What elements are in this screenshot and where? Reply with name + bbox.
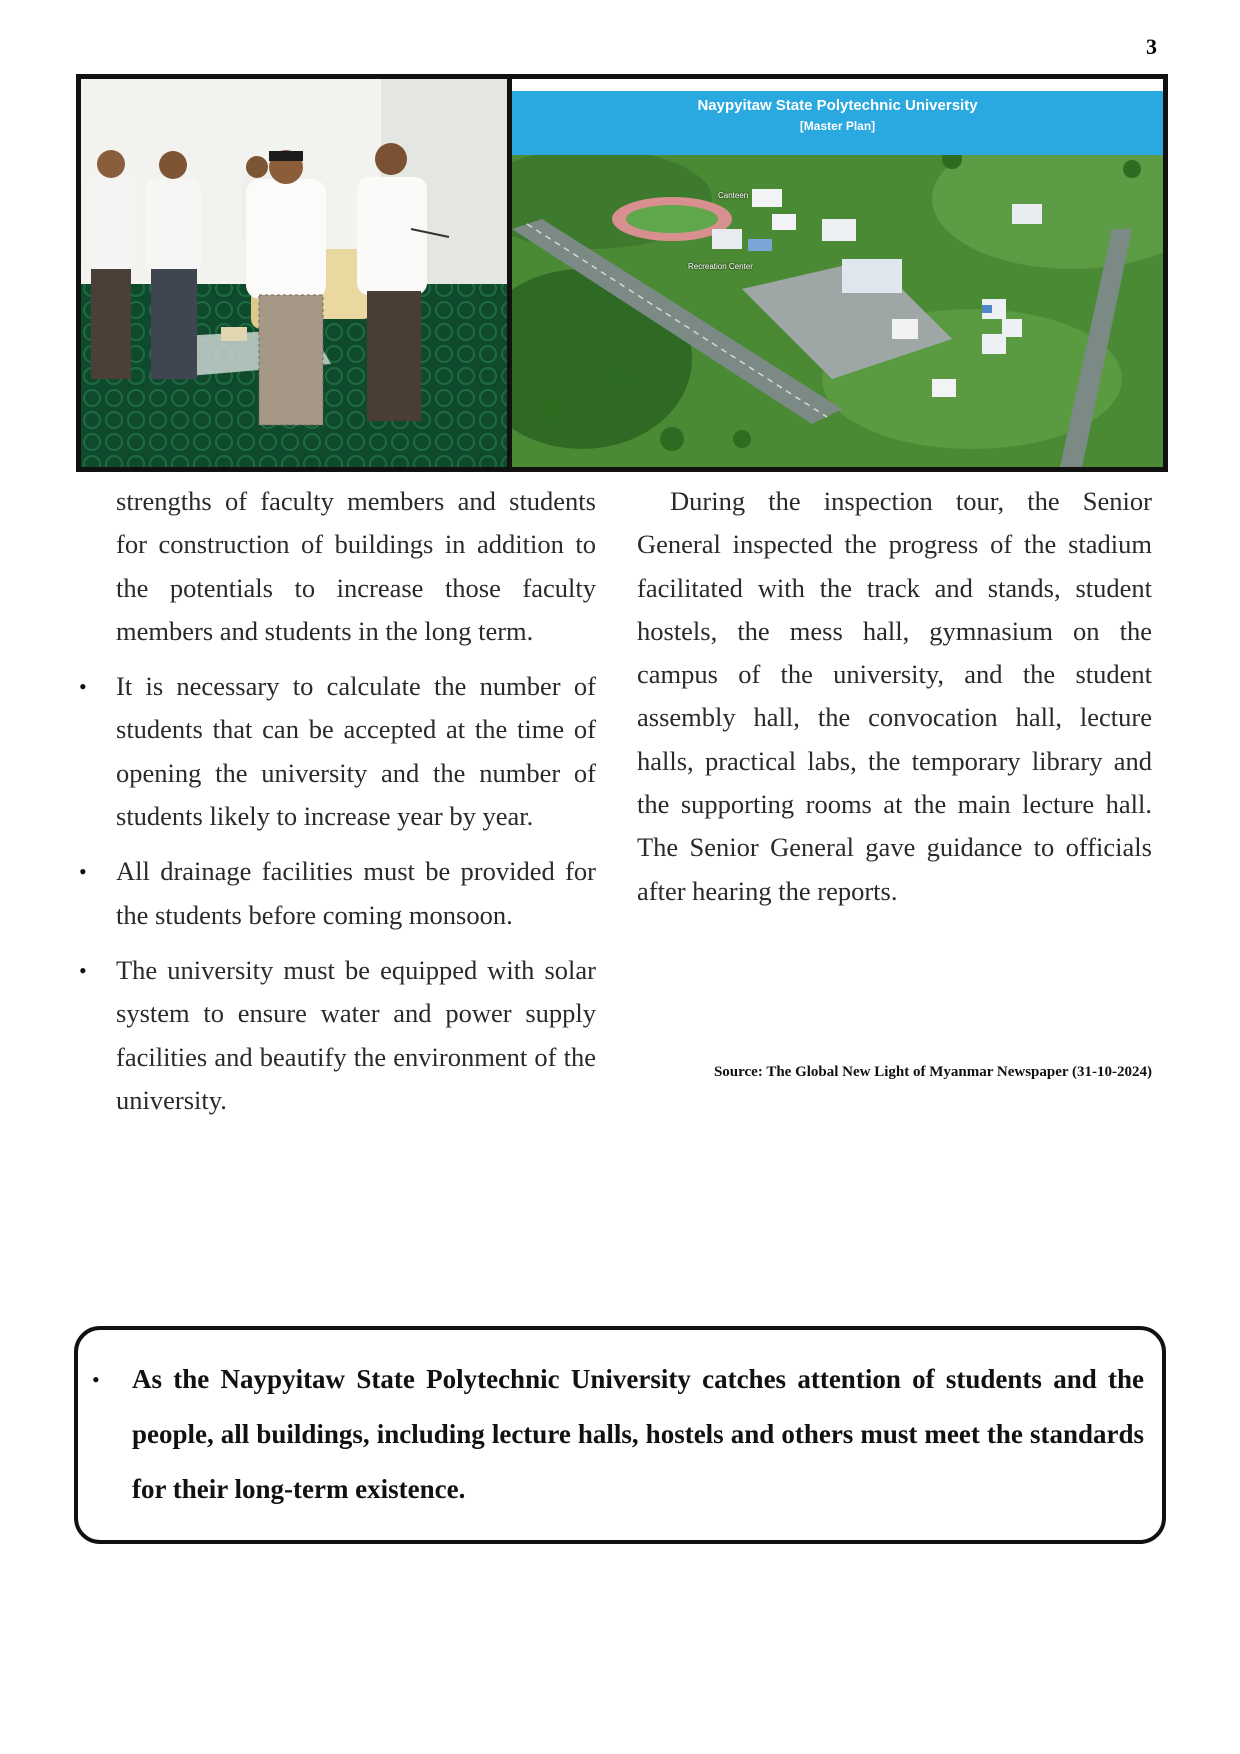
bullet-glyph: • — [92, 1367, 100, 1392]
highlight-box — [74, 1326, 1166, 1544]
continuation-paragraph: strengths of faculty members and students for construction of buildings in addition to the potentials to increase those faculty members and students in the long term. — [116, 486, 596, 646]
right-column — [637, 480, 1152, 913]
photo-band — [76, 74, 1168, 472]
master-plan-image — [512, 79, 1163, 467]
inspection-paragraph: During the inspection tour, the Senior General inspected the progress of the stadium facilitated with the track and stands, student hostels, the mess hall, gymnasium on the campus of the university, and the student assembly hall, the convocation hall, lecture halls, practical labs, the temporary library and the supporting rooms at the main lecture hall. The Senior General gave guidance to officials after hearing the reports. — [637, 486, 1152, 906]
bullet-item — [79, 850, 596, 937]
bullet-text: The university must be equipped with solar system to ensure water and power supply facilities and beautify the environment of the university. — [116, 954, 596, 1115]
source-citation: Source: The Global New Light of Myanmar Newspaper (31-10-2024) — [713, 1064, 1152, 1080]
highlight-text: As the Naypyitaw State Polytechnic University catches attention of students and the people, all buildings, including lecture halls, hostels and others must meet the standards for their long-term existence. — [132, 1364, 1144, 1504]
map-title: Naypyitaw State Polytechnic University — [697, 97, 978, 114]
map-label-recreation: Recreation Center — [688, 262, 753, 271]
bullet-text: It is necessary to calculate the number of students that can be accepted at the time of opening the university and the number of students likely to increase year by year. — [116, 671, 596, 832]
bullet-glyph: • — [79, 674, 87, 700]
map-subtitle: [Master Plan] — [799, 119, 876, 133]
map-label-canteen: Canteen — [718, 191, 749, 200]
bullet-glyph: • — [79, 859, 87, 885]
bullet-text: All drainage facilities must be provided for the students before coming monsoon. — [116, 856, 596, 930]
bullet-item — [79, 949, 596, 1122]
inspection-photo — [81, 79, 507, 467]
bullet-glyph: • — [79, 957, 87, 983]
left-column — [79, 480, 596, 1122]
bullet-item — [79, 665, 596, 838]
page-number: 3 — [1146, 34, 1157, 59]
